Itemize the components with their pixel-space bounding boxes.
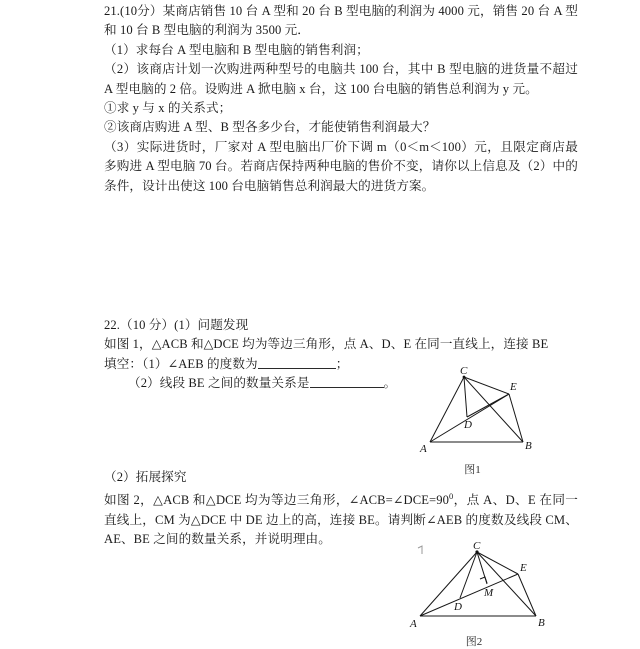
figure-2-label-A: A xyxy=(410,618,417,630)
segment-BE xyxy=(518,574,536,616)
segment-CD xyxy=(464,377,467,417)
question-21-block xyxy=(104,2,578,196)
figure-2-drawing xyxy=(404,538,554,630)
figure-2 xyxy=(404,538,554,649)
q22-fill-blank-2-suffix: 。 xyxy=(383,376,397,391)
figure-2-label-D: D xyxy=(454,601,462,613)
figure-1 xyxy=(410,366,540,477)
segment-CE xyxy=(464,377,509,394)
q21-line-6: （3）实际进货时，厂家对 A 型电脑出厂价下调 m（0＜m＜100）元，且限定商店最多购进 A 型电脑 70 台。若商店保持两种电脑的售价不变，请你以上信息及（2）中的条件，设计出使这 100 台电脑销售总利润最大的进货方案。 xyxy=(104,139,578,193)
answer-blank-2[interactable] xyxy=(310,376,384,388)
answer-blank-1[interactable] xyxy=(258,357,336,369)
figure-1-drawing xyxy=(410,366,540,458)
page-top-edge xyxy=(0,0,640,1)
segment-CD xyxy=(460,552,477,598)
figure-2-label-C: C xyxy=(473,540,481,552)
q22-part2-body-b: ，点 A、D、E 在同一直线上，CM 为△DCE 中 DE 边上的高，连接 BE。请判断∠AEB 的度数及线段 CM、AE、BE 之间的数量关系，并说明理由。 xyxy=(104,493,579,547)
q22-line-1: 如图 1，△ACB 和△DCE 均为等边三角形，点 A、D、E 在同一直线上，连接 BE xyxy=(104,337,549,352)
q22-title: 22.（10 分）(1）问题发现 xyxy=(104,318,249,332)
q22-fill-blank-2-prefix: （2）线段 BE 之间的数量关系是 xyxy=(128,376,310,391)
segment-AC xyxy=(420,552,477,616)
figure-1-caption: 图1 xyxy=(464,464,481,476)
segment-CB xyxy=(477,552,536,616)
q22-part2-title: （2）拓展探究 xyxy=(104,470,187,484)
stray-mark xyxy=(418,546,422,554)
q21-line-1: 21.(10分）某商店销售 10 台 A 型和 20 台 B 型电脑的利润为 4000 元，销售 20 台 A 型和 10 台 B 型电脑的利润为 3500 元． xyxy=(104,4,578,38)
q21-line-4: ①求 y 与 x 的关系式； xyxy=(104,101,232,116)
figure-2-label-B: B xyxy=(538,617,545,629)
q21-line-5: ②该商店购进 A 型、B 型各多少台，才能使销售利润最大？ xyxy=(104,120,436,135)
q22-fill-blank-1-prefix: 填空：（1）∠AEB 的度数为 xyxy=(104,356,258,371)
figure-2-label-E: E xyxy=(520,562,527,574)
figure-1-label-B: B xyxy=(525,440,532,452)
degree-superscript: 0 xyxy=(449,491,454,502)
segment-ADME xyxy=(420,574,518,616)
figure-1-label-A: A xyxy=(420,443,427,455)
q21-line-2: （1）求每台 A 型电脑和 B 型电脑的销售利润； xyxy=(104,42,369,57)
q21-line-3: （2）该商店计划一次购进两种型号的电脑共 100 台，其中 B 型电脑的进货量不超过 A 型电脑的 2 倍。设购进 A 掀电脑 x 台，这 100 台电脑的销售总利润为 y 元。 xyxy=(104,62,578,96)
q22-fill-blank-1-suffix: ； xyxy=(335,356,349,371)
figure-1-label-C: C xyxy=(460,366,468,377)
figure-2-label-M: M xyxy=(484,587,494,599)
segment-ADE xyxy=(430,394,509,442)
figure-2-caption: 图2 xyxy=(465,636,483,648)
figure-1-label-D: D xyxy=(464,419,472,431)
figure-1-label-E: E xyxy=(510,381,517,393)
q22-part2-body-a: 如图 2，△ACB 和△DCE 均为等边三角形，∠ACB=∠DCE=90 xyxy=(104,493,449,508)
